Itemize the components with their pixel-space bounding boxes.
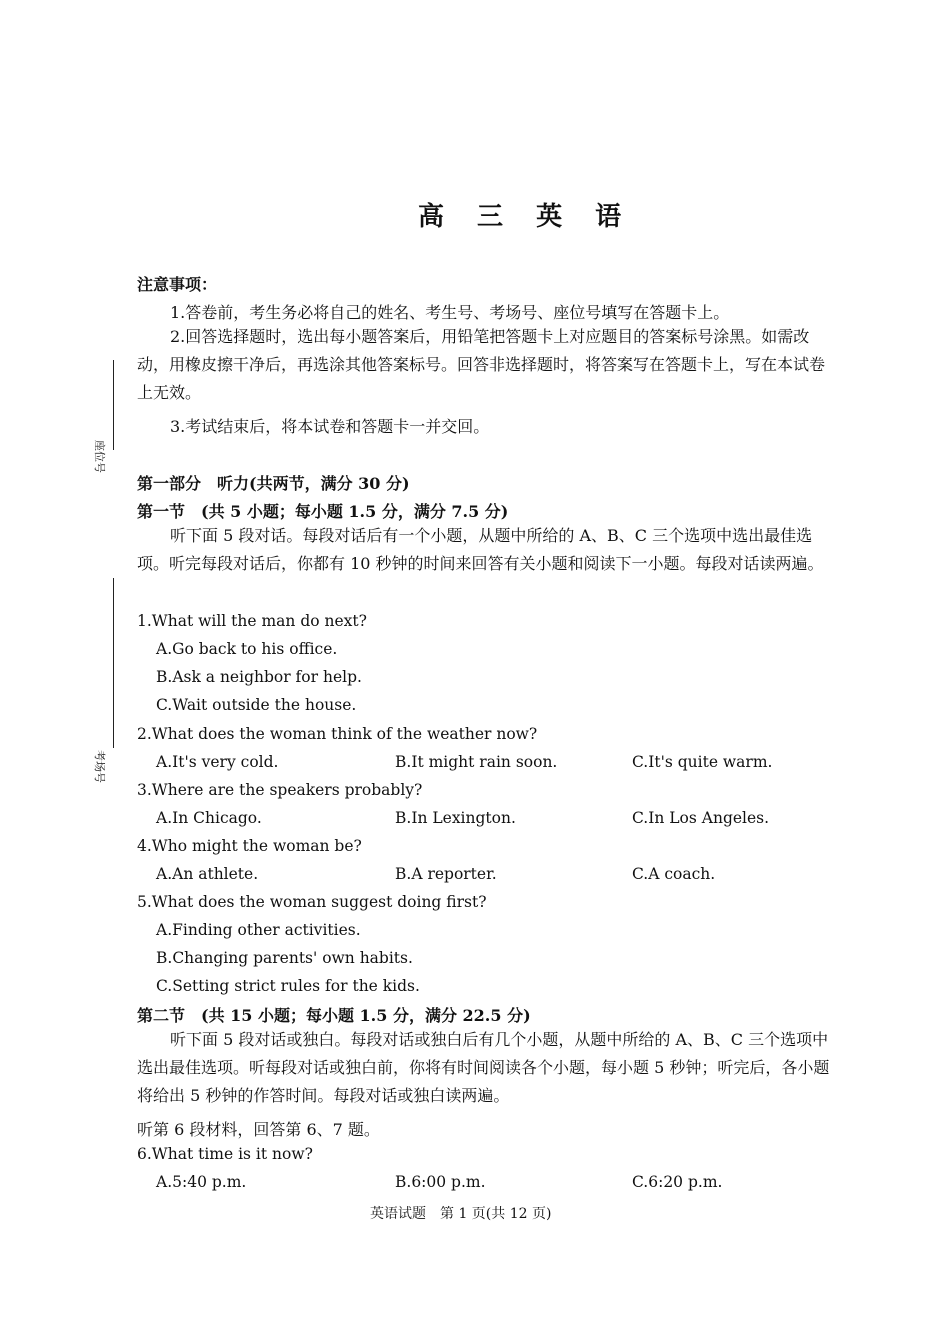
q5-option-c: C.Setting strict rules for the kids.	[156, 977, 420, 995]
q4-option-a: A.An athlete.	[156, 865, 259, 883]
q3-option-c: C.In Los Angeles.	[632, 809, 770, 827]
question-5: 5.What does the woman suggest doing first?	[137, 893, 487, 911]
question-1: 1.What will the man do next?	[137, 612, 367, 630]
question-6: 6.What time is it now?	[137, 1145, 313, 1163]
notice-heading: 注意事项：	[137, 275, 218, 294]
q3-option-a: A.In Chicago.	[156, 809, 262, 827]
q2-option-c: C.It's quite warm.	[632, 753, 773, 771]
q3-option-b: B.In Lexington.	[395, 809, 516, 827]
notice-item-1: 1.答卷前，考生务必将自己的姓名、考生号、考场号、座位号填写在答题卡上。	[170, 303, 730, 322]
q6-option-c: C.6:20 p.m.	[632, 1173, 723, 1191]
q1-option-a: A.Go back to his office.	[156, 640, 338, 658]
page-title: 高 三 英 语	[418, 202, 634, 232]
q5-option-a: A.Finding other activities.	[156, 921, 361, 939]
section1-heading: 第一节 (共 5 小题；每小题 1.5 分，满分 7.5 分)	[137, 502, 509, 521]
notice-item-2: 2.回答选择题时，选出每小题答案后，用铅笔把答题卡上对应题目的答案标号涂黑。如需改动，用橡皮擦干净后，再选涂其他答案标号。回答非选择题时，将答案写在答题卡上，写在本试卷上无效。	[137, 327, 826, 402]
q5-option-b: B.Changing parents' own habits.	[156, 949, 413, 967]
binding-line-top	[113, 360, 114, 450]
section2-heading: 第二节 (共 15 小题；每小题 1.5 分，满分 22.5 分)	[137, 1006, 531, 1025]
section2-instructions: 听下面 5 段对话或独白。每段对话或独白后有几个小题，从题中所给的 A、B、C 三个选项中选出最佳选项。听每段对话或独白前，你将有时间阅读各个小题，每小题 5 秒钟；听完后，各小题将给出 5 秒钟的作答时间。每段对话或独白读两遍。	[137, 1030, 830, 1105]
q6-option-b: B.6:00 p.m.	[395, 1173, 486, 1191]
q2-option-b: B.It might rain soon.	[395, 753, 558, 771]
exam-room-label: 考场号	[93, 750, 106, 783]
q1-option-b: B.Ask a neighbor for help.	[156, 668, 362, 686]
q4-option-b: B.A reporter.	[395, 865, 497, 883]
notice-item-3: 3.考试结束后，将本试卷和答题卡一并交回。	[170, 417, 490, 436]
part1-heading: 第一部分 听力(共两节，满分 30 分)	[137, 474, 410, 493]
section1-instructions: 听下面 5 段对话。每段对话后有一个小题，从题中所给的 A、B、C 三个选项中选出最佳选项。听完每段对话后，你都有 10 秒钟的时间来回答有关小题和阅读下一小题。每段对话读两遍。	[137, 526, 824, 573]
page-footer: 英语试题 第 1 页(共 12 页)	[370, 1206, 552, 1222]
binding-line-middle	[113, 578, 114, 748]
q4-option-c: C.A coach.	[632, 865, 716, 883]
question-4: 4.Who might the woman be?	[137, 837, 362, 855]
question-3: 3.Where are the speakers probably?	[137, 781, 423, 799]
seat-number-label: 座位号	[93, 440, 106, 473]
question-2: 2.What does the woman think of the weather now?	[137, 725, 538, 743]
material-6-note: 听第 6 段材料，回答第 6、7 题。	[137, 1120, 380, 1139]
q1-option-c: C.Wait outside the house.	[156, 696, 357, 714]
q6-option-a: A.5:40 p.m.	[156, 1173, 247, 1191]
q2-option-a: A.It's very cold.	[156, 753, 279, 771]
